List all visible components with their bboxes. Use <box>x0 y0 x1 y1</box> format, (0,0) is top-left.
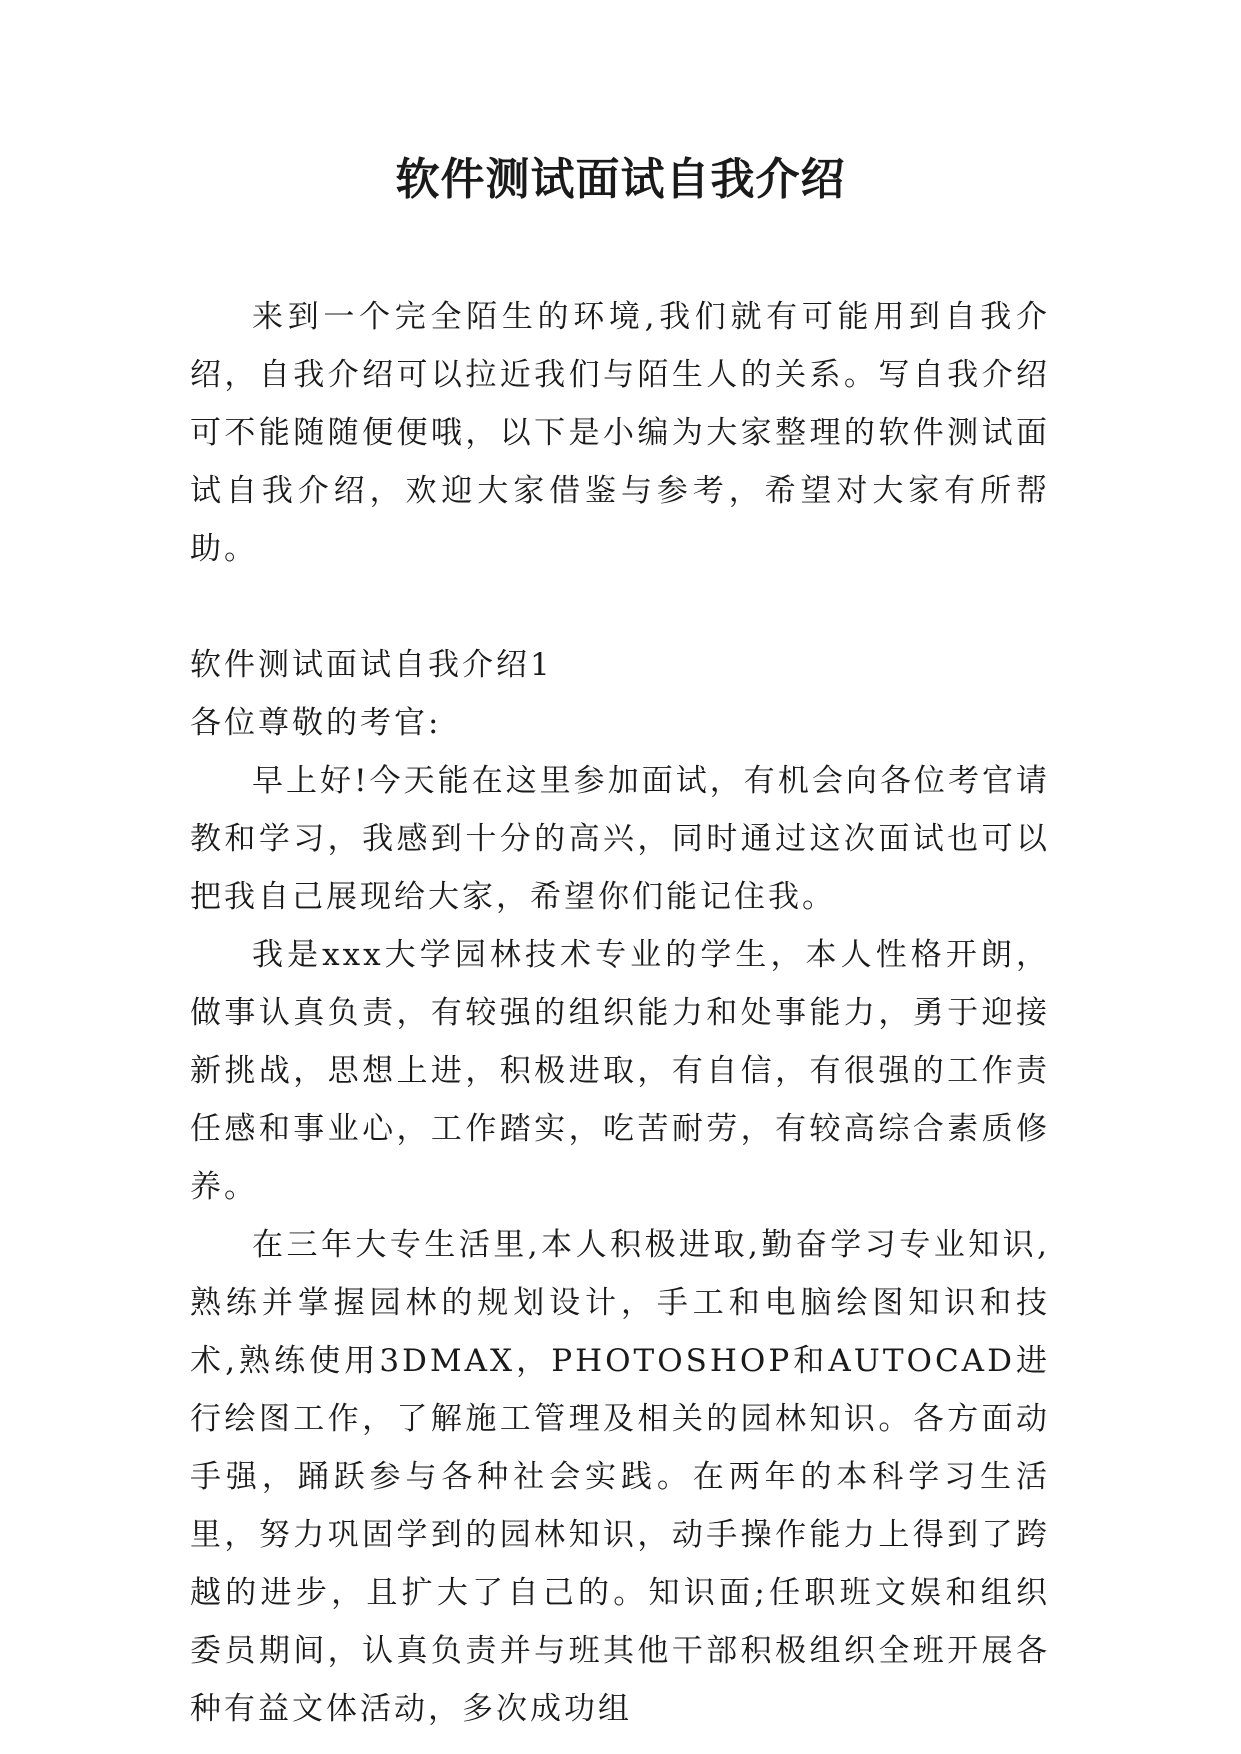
paragraph-spacer <box>190 578 1050 636</box>
document-title: 软件测试面试自我介绍 <box>395 154 846 205</box>
body-paragraph-3: 在三年大专生活里,本人积极进取,勤奋学习专业知识,熟练并掌握园林的规划设计，手工和电脑绘图知识和技术,熟练使用3DMAX，PHOTOSHOP和AUTOCAD进行绘图工作，了解施工管理及相关的园林知识。各方面动手强，踊跃参与各种社会实践。在两年的本科学习生活里，努力巩固学到的园林知识，动手操作能力上得到了跨越的进步，且扩大了自己的。知识面;任职班文娱和组织委员期间，认真负责并与班其他干部积极组织全班开展各种有益文体活动，多次成功组 <box>190 1227 1050 1727</box>
body-paragraph-1: 早上好!今天能在这里参加面试，有机会向各位考官请教和学习，我感到十分的高兴，同时通过这次面试也可以把我自己展现给大家，希望你们能记住我。 <box>190 763 1050 915</box>
body-paragraph-2: 我是xxx大学园林技术专业的学生，本人性格开朗，做事认真负责，有较强的组织能力和处事能力，勇于迎接新挑战，思想上进，积极进取，有自信，有很强的工作责任感和事业心，工作踏实，吃苦耐劳，有较高综合素质修养。 <box>190 937 1050 1205</box>
document-body <box>190 288 1050 1738</box>
salutation: 各位尊敬的考官: <box>190 705 442 741</box>
intro-paragraph: 来到一个完全陌生的环境,我们就有可能用到自我介绍，自我介绍可以拉近我们与陌生人的关系。写自我介绍可不能随随便便哦，以下是小编为大家整理的软件测试面试自我介绍，欢迎大家借鉴与参考，希望对大家有所帮助。 <box>190 299 1050 567</box>
section-heading: 软件测试面试自我介绍1 <box>190 647 553 683</box>
